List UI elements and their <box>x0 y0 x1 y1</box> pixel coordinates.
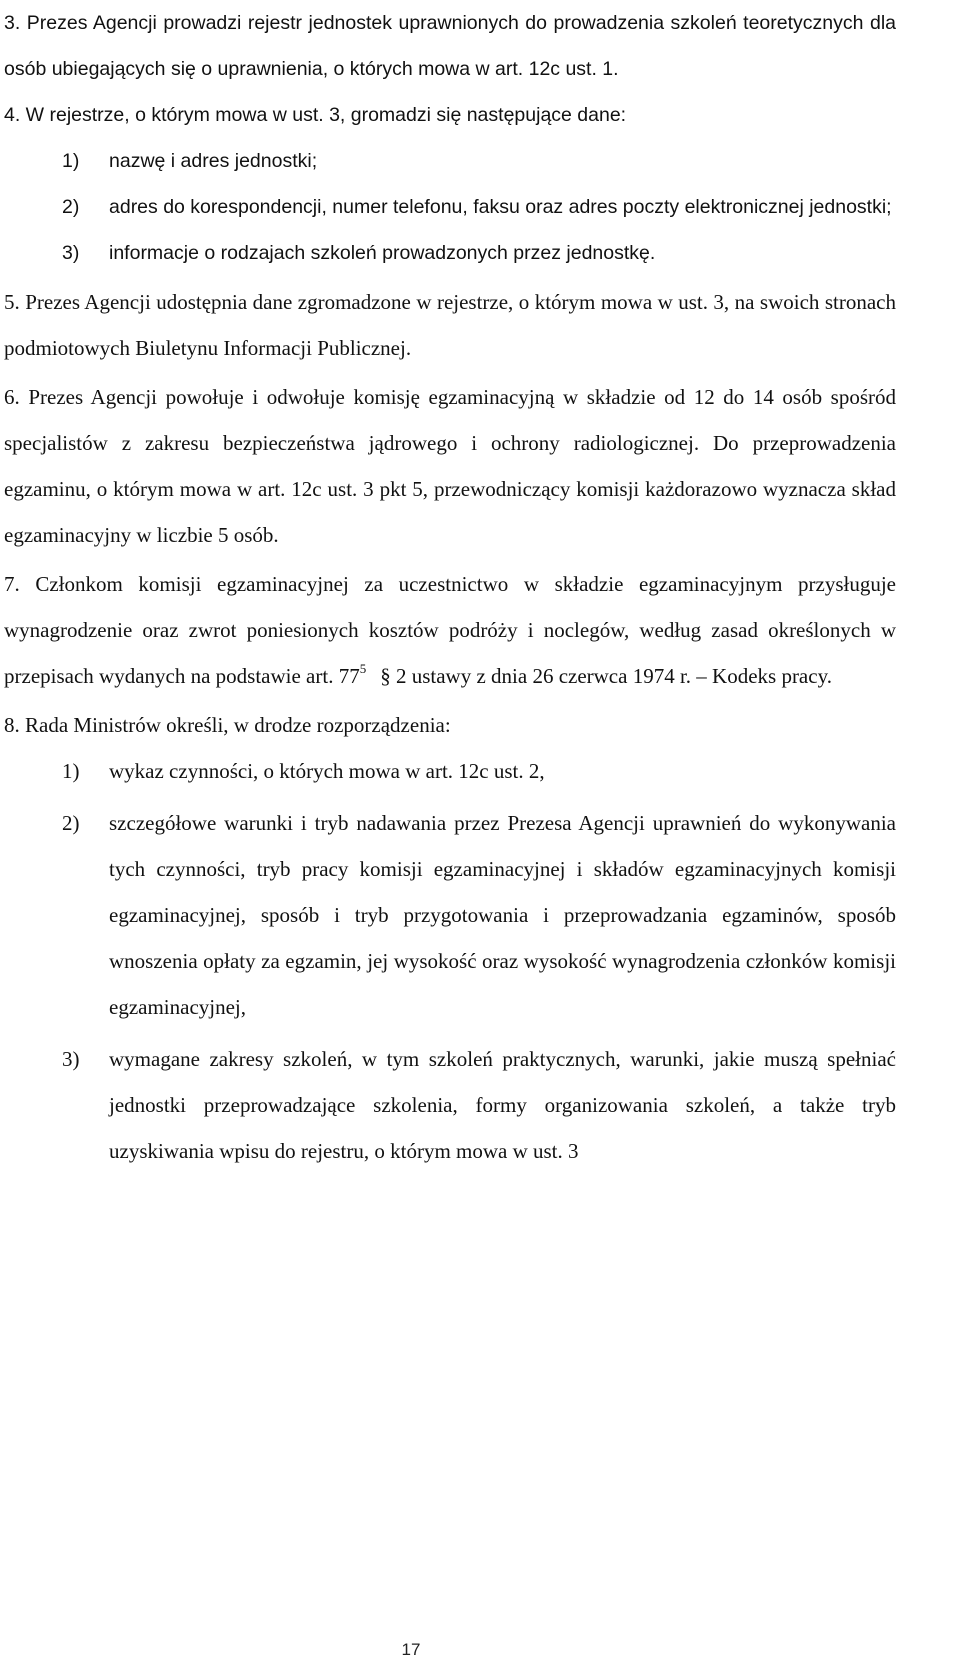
list-item-number: 3) <box>62 1047 80 1071</box>
superscript: 5 <box>359 661 367 676</box>
list-item <box>4 230 896 276</box>
page-number: 17 <box>401 1640 421 1659</box>
list-item-text: szczegółowe warunki i tryb nadawania przez Prezesa Agencji uprawnień do wykonywania tych czynności, tryb pracy komisji egzaminacyjnej i składów egzaminacyjnych komisji egzaminacyjnej, sposób i tryb przygotowania i przeprowadzania egzaminów, sposób wnoszenia opłaty za egzamin, jej wysokość oraz wysokość wynagrodzenia członków komisji egzaminacyjnej, <box>109 811 896 1019</box>
section-sign: § <box>380 664 391 688</box>
document-body <box>4 0 896 1174</box>
list-item-number: 3) <box>62 242 80 264</box>
paragraph-6: 6. Prezes Agencji powołuje i odwołuje komisję egzaminacyjną w składzie od 12 do 14 osób spośród specjalistów z zakresu bezpieczeństwa jądrowego i ochrony radiologicznej. Do przeprowadzenia egzaminu, o którym mowa w art. 12c ust. 3 pkt 5, przewodniczący komisji każdorazowo wyznacza skład egzaminacyjny w liczbie 5 osób. <box>4 385 896 547</box>
paragraph-4-list <box>4 138 896 276</box>
paragraph-3: 3. Prezes Agencji prowadzi rejestr jednostek uprawnionych do prowadzenia szkoleń teoretycznych dla osób ubiegających się o uprawnienia, o których mowa w art. 12c ust. 1. <box>4 12 896 80</box>
list-item-text: wykaz czynności, o których mowa w art. 12c ust. 2, <box>109 759 545 783</box>
list-item <box>4 184 896 230</box>
list-item-text: informacje o rodzajach szkoleń prowadzonych przez jednostkę. <box>109 242 656 264</box>
list-item-number: 2) <box>62 811 80 835</box>
list-item <box>4 800 896 1030</box>
list-item-text: adres do korespondencji, numer telefonu, faksu oraz adres poczty elektronicznej jednostki; <box>109 196 892 218</box>
list-item-text: wymagane zakresy szkoleń, w tym szkoleń praktycznych, warunki, jakie muszą spełniać jednostki przeprowadzające szkolenia, formy organizowania szkoleń, a także tryb uzyskiwania wpisu do rejestru, o którym mowa w ust. 3 <box>109 1047 896 1163</box>
paragraph-5: 5. Prezes Agencji udostępnia dane zgromadzone w rejestrze, o którym mowa w ust. 3, na swoich stronach podmiotowych Biuletynu Informacji Publicznej. <box>4 290 896 360</box>
paragraph-7-text-end: 2 ustawy z dnia 26 czerwca 1974 r. – Kodeks pracy. <box>395 664 832 688</box>
list-item <box>4 1036 896 1174</box>
paragraph-7-text: 7. Członkom komisji egzaminacyjnej za uczestnictwo w składzie egzaminacyjnym przysługuje wynagrodzenie oraz zwrot poniesionych kosztów podróży i noclegów, według zasad określonych w przepisach wydanych na podstawie art. 77 <box>4 572 896 688</box>
list-item-number: 1) <box>62 150 80 172</box>
paragraph-4-intro: 4. W rejestrze, o którym mowa w ust. 3, gromadzi się następujące dane: <box>4 104 627 126</box>
list-item <box>4 138 896 184</box>
list-item-number: 1) <box>62 759 80 783</box>
paragraph-8-list <box>4 748 896 1174</box>
list-item <box>4 748 896 794</box>
paragraph-7 <box>4 561 896 699</box>
paragraph-8-intro: 8. Rada Ministrów określi, w drodze rozporządzenia: <box>4 713 451 737</box>
list-item-number: 2) <box>62 196 80 218</box>
list-item-text: nazwę i adres jednostki; <box>109 150 318 172</box>
